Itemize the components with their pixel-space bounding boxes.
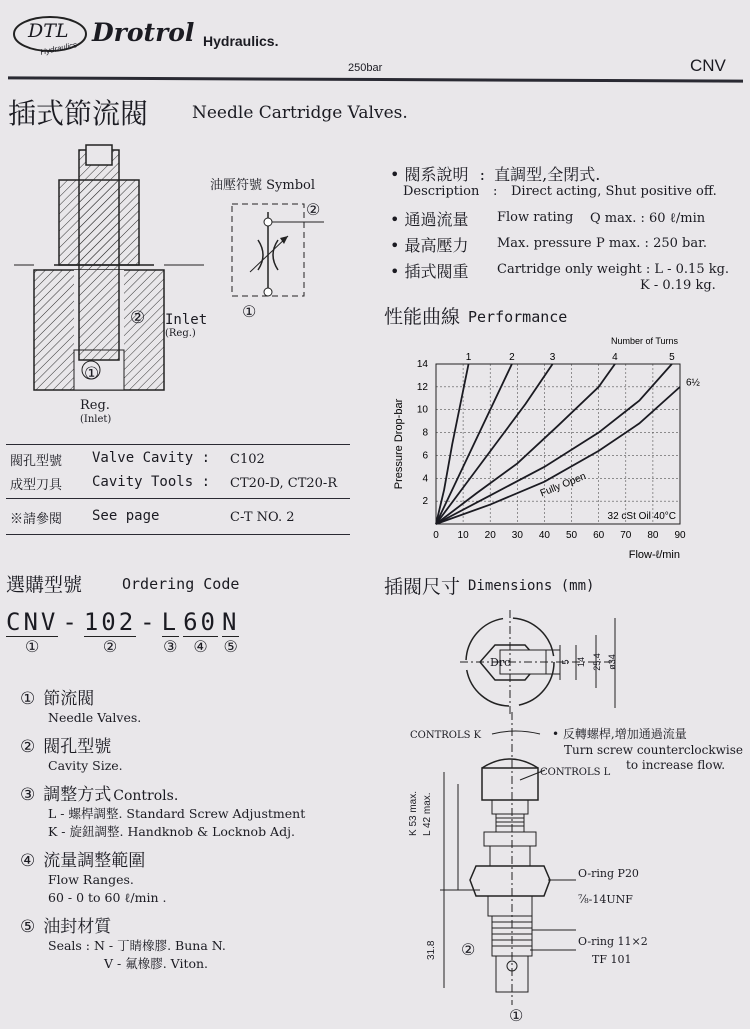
turn-label: 1	[465, 352, 472, 363]
ordering-item-number: ③	[20, 785, 36, 804]
reg-port-number: ①	[84, 364, 100, 383]
logo-text: DTL	[28, 20, 69, 42]
code-segment-text: CNV	[6, 608, 59, 636]
ordering-item-zh: 調整方式	[43, 785, 112, 805]
ordering-item-number: ④	[20, 851, 36, 870]
dimensions-title-zh: 插閥尺寸	[384, 576, 461, 598]
dim-25-4: 25.4	[591, 653, 602, 671]
spec-weight-value-k: K - 0.19 kg.	[640, 278, 716, 293]
code-segment	[222, 608, 239, 657]
code-segment-text: 102	[83, 608, 137, 636]
spec-pressure-label: 最高壓力	[404, 236, 469, 255]
ordering-items	[20, 684, 350, 978]
spec-description-en-value: Direct acting, Shut positive off.	[511, 184, 717, 199]
series-code: CNV	[690, 56, 726, 75]
header-rule	[8, 76, 743, 82]
oring-p20-label: O-ring P20	[578, 867, 639, 880]
x-tick-label: 10	[457, 530, 469, 541]
ordering-item-zh-en: Controls.	[113, 788, 179, 804]
ordering-item	[20, 780, 350, 841]
x-tick-label: 20	[484, 530, 496, 541]
code-segment	[183, 608, 218, 657]
ordering-item	[20, 684, 350, 727]
y-tick-label: 6	[422, 450, 428, 462]
y-tick-label: 2	[422, 496, 428, 508]
page-title-en: Needle Cartridge Valves.	[192, 103, 408, 123]
cavity-row-zh: 閥孔型號	[10, 454, 63, 469]
seepage-row-value: C-T NO. 2	[230, 510, 295, 525]
plot-frame	[436, 364, 680, 524]
y-tick-label: 4	[422, 473, 428, 485]
inlet-port-number: ②	[130, 308, 146, 327]
series-line-5	[436, 364, 672, 524]
ordering-item-heading	[20, 780, 350, 805]
y-tick-label: 8	[422, 427, 428, 439]
ordering-title-en: Ordering Code	[122, 575, 240, 593]
x-tick-label: 80	[647, 530, 659, 541]
x-tick-label: 60	[593, 530, 605, 541]
code-segment-text: L	[161, 608, 180, 636]
brand-suffix: Hydraulics.	[203, 33, 279, 49]
ordering-item-line: Needle Valves.	[48, 710, 142, 725]
turns-axis-label: Number of Turns	[610, 336, 678, 346]
tools-row-value: CT20-D, CT20-R	[230, 476, 338, 491]
symbol-port-1: ①	[242, 304, 257, 321]
ordering-item-zh: 節流閥	[43, 689, 95, 709]
spec-flow-en: Flow rating	[497, 210, 574, 225]
code-segment-number: ②	[102, 639, 118, 656]
annotation-oil: 32 cSt Oil 40°C	[607, 511, 676, 522]
performance-title-zh: 性能曲線	[384, 306, 461, 328]
y-tick-label: 12	[416, 381, 428, 393]
pressure-rating: 250bar	[348, 62, 383, 74]
cavity-row-en: Valve Cavity :	[92, 450, 211, 466]
x-tick-label: 30	[511, 530, 523, 541]
ordering-item-line: V - 氟橡膠. Viton.	[104, 956, 209, 971]
code-segment-text: 60	[183, 608, 218, 636]
tools-row-zh: 成型刀具	[10, 478, 63, 493]
dim-14: 14	[576, 656, 587, 668]
ordering-item-line: 60 - 0 to 60 ℓ/min .	[48, 890, 167, 905]
adjust-note-en-2: to increase flow.	[626, 758, 726, 772]
code-segment-text: N	[221, 608, 240, 636]
ordering-item	[20, 732, 350, 775]
x-axis-label: Flow-ℓ/min	[628, 549, 680, 561]
side-port-2: ②	[461, 942, 476, 959]
y-tick-label: 14	[416, 359, 428, 370]
ordering-item	[20, 912, 350, 973]
code-segment	[162, 608, 179, 657]
brand-name: Drotrol	[92, 18, 195, 47]
thread-label: ⅞-14UNF	[578, 893, 633, 906]
spec-description-en-sep: :	[493, 184, 498, 199]
valve-side-view	[440, 712, 576, 1005]
spec-pressure-zh: • 最高壓力	[390, 236, 469, 255]
reg-sublabel: (Inlet)	[80, 414, 112, 425]
oring-11-label: O-ring 11×2	[578, 935, 648, 948]
spec-description-en-label: Description	[403, 184, 480, 199]
ordering-code	[6, 608, 239, 657]
ordering-item-line: K - 旋鈕調整. Handknob & Locknob Adj.	[48, 824, 295, 839]
ordering-item-line: L - 螺桿調整. Standard Screw Adjustment	[48, 806, 306, 821]
adjust-note-zh: • 反轉螺桿,增加通過流量	[552, 727, 687, 741]
cavity-bottom-rule	[6, 534, 350, 535]
ordering-item-number: ①	[20, 689, 36, 708]
ordering-item-line: Cavity Size.	[48, 758, 123, 773]
spec-weight-en: Cartridge only weight : L - 0.15 kg.	[497, 262, 730, 277]
turn-label: 2	[509, 352, 515, 363]
annotation-six-half: 6½	[686, 377, 700, 389]
seepage-row-en: See page	[92, 508, 160, 524]
code-segment	[84, 608, 136, 657]
knob-label: Drc	[490, 656, 511, 669]
ordering-item-line: Flow Ranges.	[48, 872, 134, 887]
x-tick-label: 40	[538, 530, 551, 541]
brand-logo	[10, 12, 90, 64]
y-axis-label: Pressure Drop-bar	[393, 398, 405, 490]
code-segment-number: ③	[163, 639, 178, 656]
ordering-item-heading	[20, 732, 350, 757]
spec-flow-value: Q max. : 60 ℓ/min	[590, 211, 706, 226]
dimensions-title-en: Dimensions (mm)	[468, 578, 595, 594]
ordering-item-zh: 流量調整範圍	[43, 851, 146, 871]
ordering-item-zh: 閥孔型號	[43, 737, 112, 757]
symbol-label: 油壓符號 Symbol	[210, 178, 316, 193]
ordering-item-number: ⑤	[20, 917, 36, 936]
x-tick-label: 0	[433, 530, 439, 541]
x-tick-label: 70	[620, 530, 632, 541]
side-port-1: ①	[509, 1008, 524, 1025]
cavity-top-rule	[6, 444, 350, 445]
turn-label: 4	[612, 352, 618, 363]
ordering-item-heading	[20, 846, 350, 871]
code-segment	[140, 608, 157, 657]
dim-5: 5	[560, 659, 571, 665]
dim-l42: L 42 max.	[422, 792, 433, 836]
y-tick-label: 10	[416, 404, 428, 416]
spec-flow-zh: • 通過流量	[390, 210, 469, 229]
series-line-1	[436, 364, 469, 524]
tf-label: TF 101	[592, 953, 632, 966]
spec-pressure-en: Max. pressure	[497, 236, 592, 251]
spec-description-sep: :	[479, 165, 486, 184]
inlet-sublabel: (Reg.)	[165, 328, 196, 339]
code-segment-number: ①	[25, 639, 40, 656]
ordering-item-zh: 油封材質	[43, 917, 112, 937]
annotation-fully-open: Fully Open	[538, 471, 588, 500]
spec-flow-label: 通過流量	[404, 210, 469, 229]
spec-description-zh: • 閥系說明 : 直調型,全閉式.	[390, 165, 601, 184]
spec-pressure-value: P max. : 250 bar.	[596, 236, 708, 251]
spec-description-label: 閥系說明	[404, 165, 469, 184]
cavity-row-value: C102	[230, 452, 265, 467]
code-segment	[6, 608, 58, 657]
x-tick-label: 90	[674, 530, 686, 541]
turn-label: 5	[669, 352, 675, 363]
performance-title-en: Performance	[468, 308, 568, 326]
inlet-label: Inlet	[165, 312, 208, 328]
valve-section-drawing	[14, 140, 204, 420]
reg-label: Reg.	[80, 398, 110, 413]
seepage-row-zh: ※請參閱	[10, 512, 63, 527]
symbol-port-2: ②	[306, 202, 321, 219]
tools-row-en: Cavity Tools :	[92, 474, 211, 490]
dim-31-8: 31.8	[426, 940, 437, 960]
ordering-item-heading	[20, 912, 350, 937]
code-segment-text: -	[62, 608, 80, 636]
spec-description-value-zh: 直調型,全閉式.	[494, 165, 601, 184]
spec-weight-label: 插式閥重	[404, 262, 469, 281]
ordering-item-heading	[20, 684, 350, 709]
turn-label: 3	[549, 352, 556, 363]
ordering-item-line: Seals : N - 丁睛橡膠. Buna N.	[48, 938, 226, 953]
series-line-3	[436, 364, 553, 524]
spec-weight-zh: • 插式閥重	[390, 262, 469, 281]
controls-l-label: CONTROLS L	[540, 767, 611, 778]
code-segment-number: ④	[193, 639, 208, 656]
code-segment-number: ⑤	[223, 639, 238, 656]
page-title-zh: 插式節流閥	[8, 97, 149, 130]
performance-chart	[380, 332, 720, 572]
logo-subtext: Hydraulics	[39, 40, 78, 57]
ordering-item	[20, 846, 350, 907]
ordering-item-number: ②	[20, 737, 36, 756]
controls-k-label: CONTROLS K	[410, 730, 482, 741]
dim-k53: K 53 max.	[408, 790, 419, 836]
adjust-note-en-1: Turn screw counterclockwise	[564, 743, 744, 757]
cavity-mid-rule	[6, 498, 350, 499]
dim-34: ø34	[606, 654, 617, 670]
x-tick-label: 50	[565, 530, 578, 541]
code-segment-text: -	[140, 608, 158, 636]
code-segment	[62, 608, 79, 657]
ordering-title-zh: 選購型號	[6, 574, 83, 596]
